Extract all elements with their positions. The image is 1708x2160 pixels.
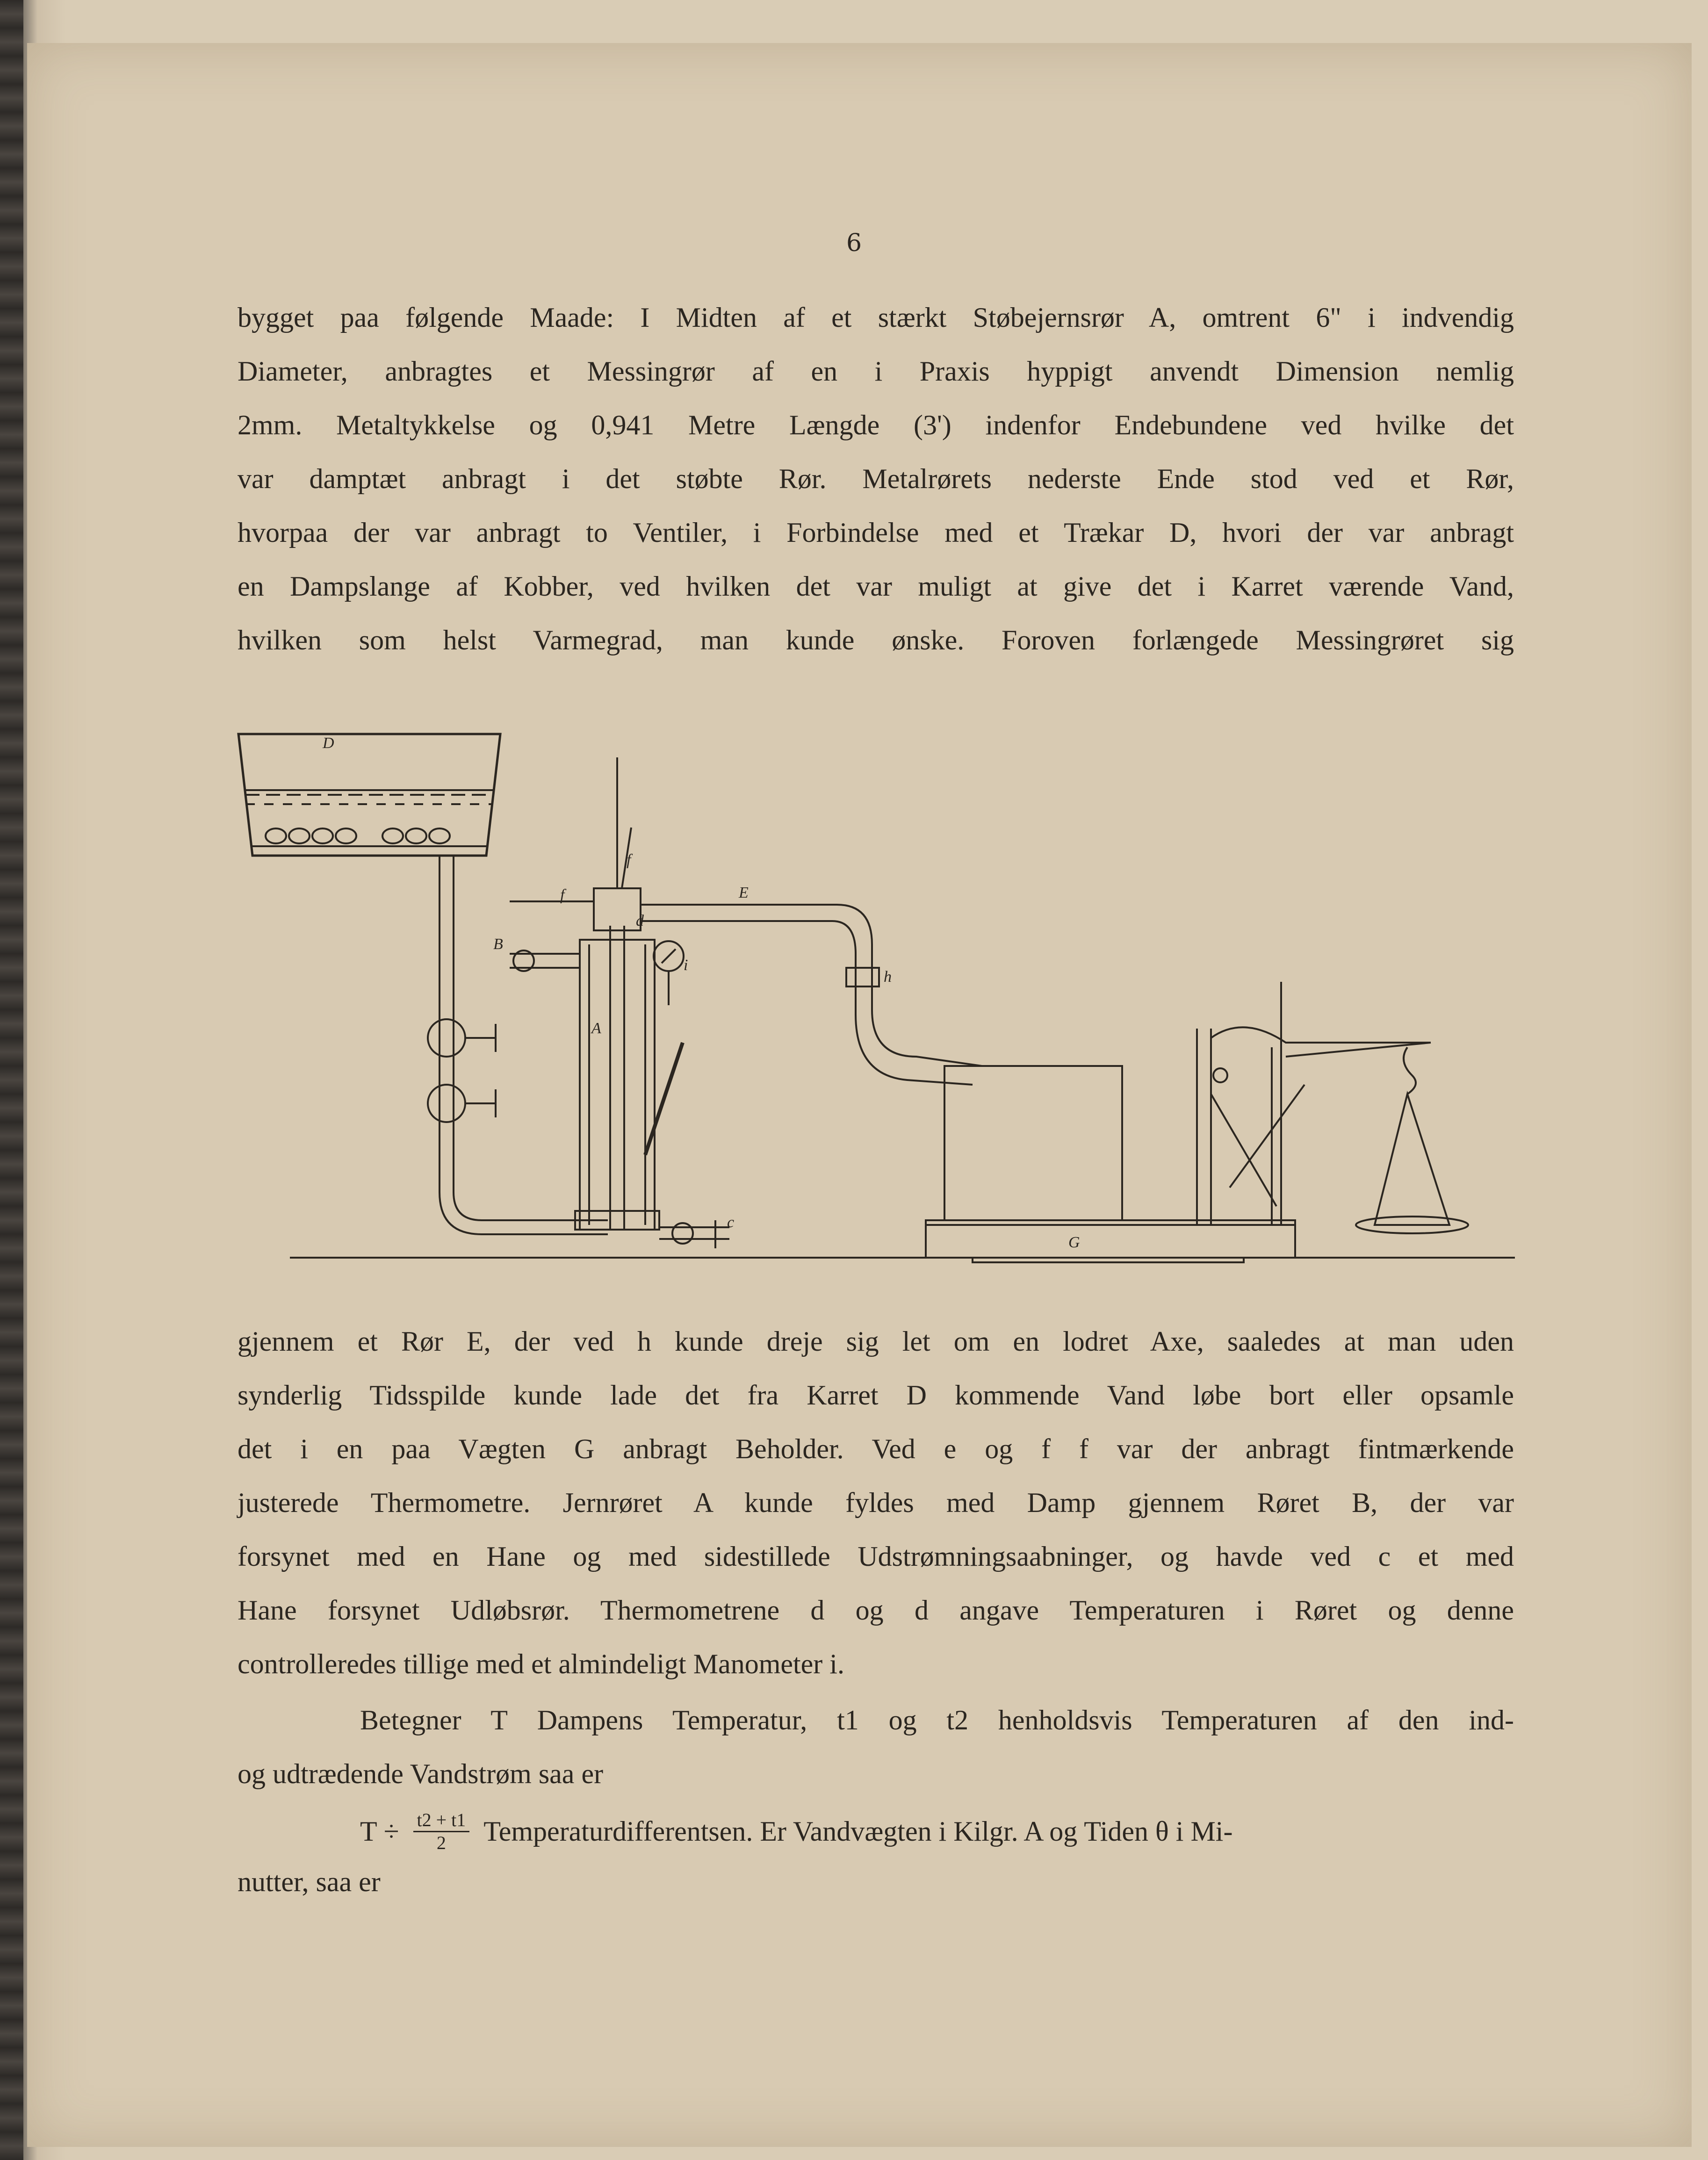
text-line: nutter, saa er: [238, 1866, 381, 1897]
paragraph-4: [238, 1855, 1514, 1909]
scale-g: [926, 982, 1431, 1262]
apparatus-figure: [234, 720, 1524, 1281]
outlet-c: [659, 1220, 729, 1248]
text-line: bygget paa følgende Maade: I Midten af et stærkt Støbejernsrør A, omtrent 6" i indvendig: [238, 302, 1514, 333]
text-line: en Dampslange af Kobber, ved hvilken det var muligt at give det i Karret værende Vand,: [238, 571, 1514, 602]
paragraph-3: [238, 1693, 1514, 1801]
label-e: E: [739, 884, 749, 901]
collecting-vessel: [944, 1066, 1122, 1220]
paragraph-2: [238, 1315, 1514, 1691]
text-line: Diameter, anbragtes et Messingrør af en i Praxis hyppigt anvendt Dimension nemlig: [238, 356, 1514, 387]
formula-line: [360, 1809, 1232, 1854]
text-line: controlleredes tillige med et almindeligt Manometer i.: [238, 1649, 844, 1679]
text-line: det i en paa Vægten G anbragt Beholder. Ved e og f f var der anbragt fintmærkende: [238, 1433, 1514, 1464]
iron-pipe-a: [575, 757, 659, 1230]
label-a: A: [591, 1020, 601, 1037]
formula-lhs: T ÷: [360, 1816, 399, 1847]
fraction: [413, 1809, 470, 1854]
label-f-top: f: [627, 851, 631, 869]
steam-coil: [266, 828, 450, 843]
manometer-i: [654, 941, 684, 1005]
label-h: h: [884, 968, 892, 986]
paragraph-1: [238, 291, 1514, 667]
text-line: forsynet med en Hane og med sidestillede Udstrømningsaabninger, og havde ved c et med: [238, 1541, 1514, 1572]
text-line: gjennem et Rør E, der ved h kunde dreje sig let om en lodret Axe, saaledes at man uden: [238, 1326, 1514, 1357]
formula-text: Temperaturdifferentsen. Er Vandvægten i Kilgr. A og Tiden θ i Mi-: [483, 1816, 1233, 1847]
label-b: B: [493, 936, 503, 953]
tank-d: [238, 734, 500, 856]
text-line: Betegner T Dampens Temperatur, t1 og t2 henholdsvis Temperaturen af den ind-: [360, 1705, 1514, 1735]
book-binding-edge: [0, 0, 23, 2160]
text-line: var damptæt anbragt i det støbte Rør. Metalrørets nederste Ende stod ved et Rør,: [238, 463, 1514, 494]
fraction-numerator: t2 + t1: [413, 1809, 470, 1832]
text-line: justerede Thermometre. Jernrøret A kunde fyldes med Damp gjennem Røret B, der var: [238, 1487, 1514, 1518]
text-line: 2mm. Metaltykkelse og 0,941 Metre Længde (3') indenfor Endebundene ved hvilke det: [238, 410, 1514, 440]
steam-inlet-b: [510, 950, 580, 971]
label-g: G: [1068, 1234, 1080, 1251]
text-line: og udtrædende Vandstrøm saa er: [238, 1758, 604, 1789]
label-d-thermometer: d: [636, 912, 644, 929]
text-line: synderlig Tidsspilde kunde lade det fra Karret D kommende Vand løbe bort eller opsamle: [238, 1380, 1514, 1411]
text-line: hvilken som helst Varmegrad, man kunde ønske. Foroven forlængede Messingrøret sig: [238, 625, 1514, 655]
swivel-pipe-e: [641, 905, 982, 1085]
text-line: hvorpaa der var anbragt to Ventiler, i Forbindelse med et Trækar D, hvori der var anbragt: [238, 517, 1514, 548]
weight-pan: [1356, 1047, 1468, 1233]
fraction-denominator: 2: [436, 1832, 446, 1853]
text-line: Hane forsynet Udløbsrør. Thermometrene d og d angave Temperaturen i Røret og denne: [238, 1595, 1514, 1626]
label-f-left: f: [560, 886, 565, 904]
thermometer-d: [645, 1043, 683, 1155]
label-c: c: [727, 1214, 735, 1231]
inlet-pipe: [428, 856, 608, 1234]
label-i: i: [684, 957, 688, 974]
label-d-tank: D: [323, 734, 334, 752]
page-number: 6: [846, 229, 862, 257]
